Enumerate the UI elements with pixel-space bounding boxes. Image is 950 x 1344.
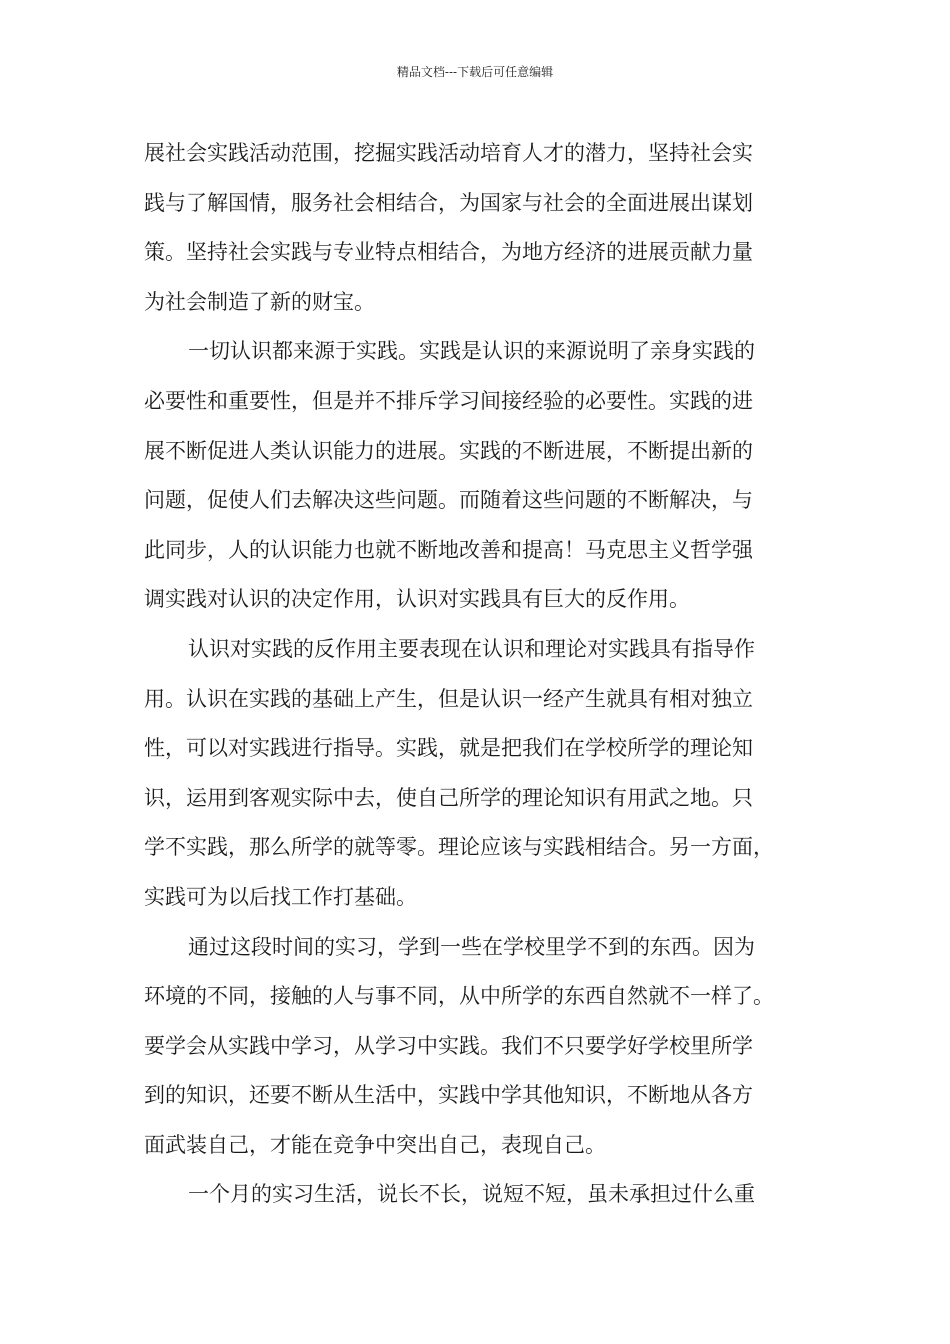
text-line: 策。坚持社会实践与专业特点相结合，为地方经济的进展贡献力量	[144, 240, 753, 265]
text-line: 必要性和重要性，但是并不排斥学习间接经验的必要性。实践的进	[144, 388, 753, 413]
text-line: 展不断促进人类认识能力的进展。实践的不断进展，不断提出新的	[144, 438, 753, 463]
text-line: 问题，促使人们去解决这些问题。而随着这些问题的不断解决，与	[144, 488, 753, 513]
page-header: 精品文档---下载后可任意编辑	[396, 65, 554, 79]
text-line: 性，可以对实践进行指导。实践，就是把我们在学校所学的理论知	[144, 736, 753, 761]
paragraph-first-line: 一个月的实习生活，说长不长，说短不短，虽未承担过什么重	[188, 1182, 755, 1207]
paragraph-first-line: 一切认识都来源于实践。实践是认识的来源说明了亲身实践的	[188, 339, 755, 364]
text-line: 识，运用到客观实际中去，使自己所学的理论知识有用武之地。只	[144, 785, 753, 810]
text-line: 为社会制造了新的财宝。	[144, 289, 375, 314]
paragraph-first-line: 通过这段时间的实习，学到一些在学校里学不到的东西。因为	[188, 934, 755, 959]
paragraph-first-line: 认识对实践的反作用主要表现在认识和理论对实践具有指导作	[188, 636, 755, 661]
document-body	[144, 129, 809, 1220]
text-line: 践与了解国情，服务社会相结合，为国家与社会的全面进展出谋划	[144, 190, 753, 215]
text-line: 用。认识在实践的基础上产生，但是认识一经产生就具有相对独立	[144, 686, 753, 711]
text-line: 要学会从实践中学习，从学习中实践。我们不只要学好学校里所学	[144, 1033, 753, 1058]
text-line: 调实践对认识的决定作用，认识对实践具有巨大的反作用。	[144, 587, 690, 612]
text-line: 实践可为以后找工作打基础。	[144, 884, 417, 909]
text-line: 面武装自己，才能在竞争中突出自己，表现自己。	[144, 1132, 606, 1157]
text-line: 学不实践，那么所学的就等零。理论应该与实践相结合。另一方面，	[144, 835, 774, 860]
text-line: 此同步，人的认识能力也就不断地改善和提高！马克思主义哲学强	[144, 537, 753, 562]
text-line: 环境的不同，接触的人与事不同，从中所学的东西自然就不一样了。	[144, 984, 774, 1009]
text-line: 到的知识，还要不断从生活中，实践中学其他知识，不断地从各方	[144, 1083, 753, 1108]
text-line: 展社会实践活动范围，挖掘实践活动培育人才的潜力，坚持社会实	[144, 141, 753, 165]
